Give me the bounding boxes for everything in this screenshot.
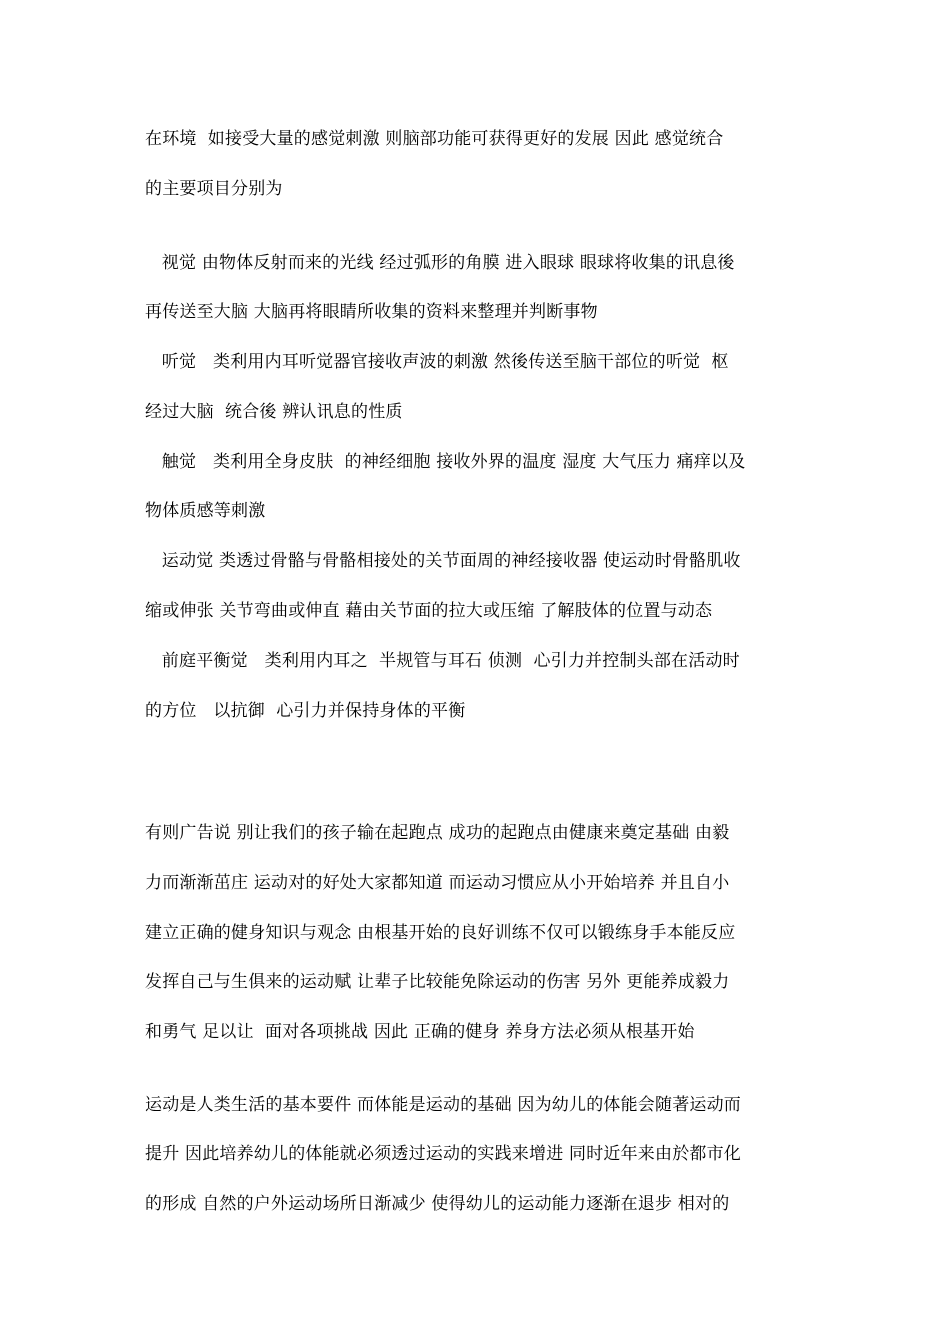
text-line: 听觉 类利用内耳听觉器官接收声波的刺激 然後传送至脑干部位的听觉 枢 [145,352,729,372]
text-line: 力而渐渐茁庄 运动对的好处大家都知道 而运动习惯应从小开始培养 并且自小 [145,873,730,893]
text-line: 提升 因此培养幼儿的体能就必须透过运动的实践来增进 同时近年来由於都市化 [145,1144,742,1164]
text-line: 经过大脑 统合後 辨认讯息的性质 [145,402,403,422]
text-line: 物体质感等刺激 [145,501,266,521]
text-line: 运动是人类生活的基本要件 而体能是运动的基础 因为幼儿的体能会随著运动而 [145,1095,742,1115]
text-line: 建立正确的健身知识与观念 由根基开始的良好训练不仅可以锻练身手本能反应 [145,923,736,943]
text-line: 的方位 以抗御 心引力并保持身体的平衡 [145,701,466,721]
text-line: 视觉 由物体反射而来的光线 经过弧形的角膜 进入眼球 眼球将收集的讯息後 [145,253,735,273]
text-line: 前庭平衡觉 类利用内耳之 半规管与耳石 侦测 心引力并控制头部在活动时 [145,651,740,671]
text-line: 缩或伸张 关节弯曲或伸直 藉由关节面的拉大或压缩 了解肢体的位置与动态 [145,601,713,621]
text-line: 和勇气 足以让 面对各项挑战 因此 正确的健身 养身方法必须从根基开始 [145,1022,695,1042]
text-line: 的形成 自然的户外运动场所日渐减少 使得幼儿的运动能力逐渐在退步 相对的 [145,1194,730,1214]
text-line: 的主要项目分别为 [145,179,283,199]
text-line: 发挥自己与生俱来的运动赋 让辈子比较能免除运动的伤害 另外 更能养成毅力 [145,972,730,992]
text-line: 再传送至大脑 大脑再将眼睛所收集的资料来整理并判断事物 [145,302,598,322]
text-line: 触觉 类利用全身皮肤 的神经细胞 接收外界的温度 湿度 大气压力 痛痒以及 [145,452,746,472]
text-line: 运动觉 类透过骨骼与骨骼相接处的关节面周的神经接收器 使运动时骨骼肌收 [145,551,741,571]
text-line: 在环境 如接受大量的感觉刺激 则脑部功能可获得更好的发展 因此 感觉统合 [145,129,724,149]
text-line: 有则广告说 别让我们的孩子输在起跑点 成功的起跑点由健康来奠定基础 由毅 [145,823,730,843]
